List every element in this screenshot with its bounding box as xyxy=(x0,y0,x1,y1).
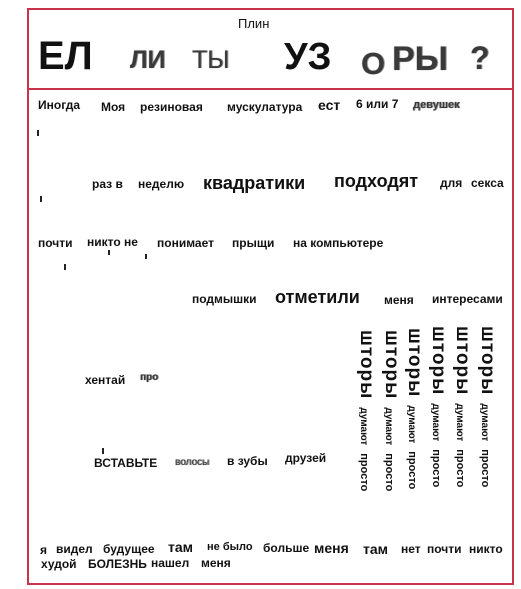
word: нашел xyxy=(151,556,190,570)
word: про xyxy=(140,372,159,383)
column-word-end: просто xyxy=(406,451,418,490)
word: я xyxy=(40,543,48,557)
column-word-end: просто xyxy=(454,449,466,488)
word: видел xyxy=(56,542,93,556)
word: девушек xyxy=(413,99,460,111)
column-word-big: шторы xyxy=(404,328,425,398)
word: мускулатура xyxy=(227,100,303,114)
column-word-mid: думают xyxy=(406,405,417,444)
word: раз в xyxy=(92,177,123,191)
column-word-end: просто xyxy=(479,449,491,488)
word: на компьютере xyxy=(293,236,384,250)
word: подмышки xyxy=(192,292,257,306)
word: никто xyxy=(469,542,503,556)
word: меня xyxy=(201,556,231,570)
tick-mark xyxy=(37,130,39,136)
word: худой xyxy=(41,557,77,571)
column-word-big: шторы xyxy=(356,330,377,400)
column-word-big: шторы xyxy=(428,326,449,396)
word: будущее xyxy=(103,542,155,556)
column-word-mid: думают xyxy=(479,403,490,442)
tick-mark xyxy=(145,254,147,259)
word: прыщи xyxy=(232,236,275,250)
vertical-column-6 xyxy=(479,326,497,526)
word: в зубы xyxy=(227,454,268,468)
vertical-column-4 xyxy=(430,326,448,526)
word: меня xyxy=(384,293,414,307)
word: интересами xyxy=(432,292,503,306)
column-word-big: шторы xyxy=(452,326,473,396)
column-word-mid: думают xyxy=(454,403,465,442)
title-word-3: ТЫ xyxy=(192,46,230,74)
word: больше xyxy=(263,541,310,555)
word: неделю xyxy=(138,177,185,191)
word: квадратики xyxy=(203,173,306,193)
word: меня xyxy=(314,540,349,556)
word: резиновая xyxy=(140,100,203,114)
word: для xyxy=(440,176,463,190)
column-word-mid: думают xyxy=(430,403,441,442)
word: БОЛЕЗНЬ xyxy=(88,557,147,571)
tick-mark xyxy=(64,264,66,270)
title-word-2: ЛИ xyxy=(130,46,166,74)
column-word-big: шторы xyxy=(381,330,402,400)
vertical-column-5 xyxy=(454,326,472,526)
word: друзей xyxy=(285,451,327,465)
column-word-end: просто xyxy=(383,453,395,492)
word: почти xyxy=(38,236,73,250)
header-small-word: Плин xyxy=(238,16,270,31)
tick-mark xyxy=(102,448,104,454)
title-word-4: УЗ xyxy=(284,36,332,78)
column-word-end: просто xyxy=(430,449,442,488)
word: не было xyxy=(207,541,253,553)
word: Моя xyxy=(101,100,126,114)
word: секса xyxy=(471,176,504,190)
tick-mark xyxy=(40,196,42,202)
vertical-column-1 xyxy=(358,330,376,530)
word: волосы xyxy=(175,457,210,468)
title-word-7: ? xyxy=(470,40,490,76)
word: нет xyxy=(401,542,421,556)
title-word-6: РЫ xyxy=(392,40,448,78)
word: Иногда xyxy=(38,98,81,112)
word: ест xyxy=(318,97,341,113)
tick-mark xyxy=(108,250,110,255)
word: хентай xyxy=(85,373,126,387)
word: там xyxy=(168,539,193,555)
word: 6 или 7 xyxy=(356,97,399,111)
vertical-column-2 xyxy=(383,330,401,530)
word: почти xyxy=(427,542,462,556)
column-word-big: шторы xyxy=(477,326,498,396)
title-word-1: ЕЛ xyxy=(38,34,93,78)
vertical-column-3 xyxy=(406,328,424,528)
column-word-mid: думают xyxy=(383,407,394,446)
word: отметили xyxy=(275,287,360,307)
word: ВСТАВЬТЕ xyxy=(94,456,158,470)
header-divider xyxy=(27,88,514,90)
word: никто не xyxy=(87,235,138,249)
title-word-5: О xyxy=(361,46,386,81)
word: понимает xyxy=(157,236,214,250)
column-word-end: просто xyxy=(358,453,370,492)
word: там xyxy=(363,541,388,557)
column-word-mid: думают xyxy=(358,407,369,446)
word: подходят xyxy=(334,171,419,191)
